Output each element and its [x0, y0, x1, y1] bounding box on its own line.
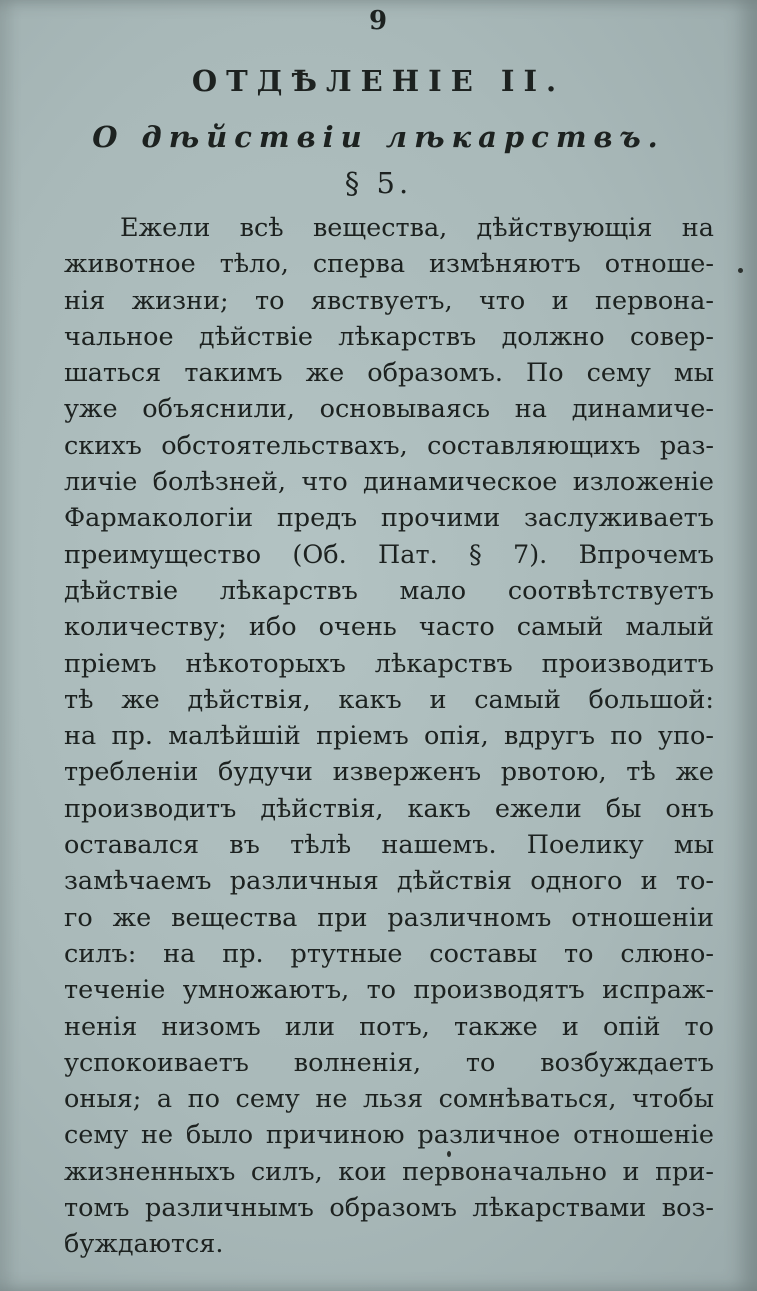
text-line: личіе болѣзней, что динамическое изложеніе	[64, 467, 714, 498]
body-text	[64, 210, 714, 1263]
text-line: количеству; ибо очень часто самый малый	[64, 612, 714, 643]
text-line: преимущество (Об. Пат. § 7). Впрочемъ	[64, 539, 714, 570]
paper-speck	[738, 268, 743, 273]
text-line: чальное дѣйствіе лѣкарствъ должно совер-	[64, 321, 714, 352]
text-line: дѣйствіе лѣкарствъ мало соотвѣтствуетъ	[64, 575, 714, 606]
page-number: 9	[368, 6, 389, 36]
text-line: оныя; а по сему не льзя сомнѣваться, чтобы	[64, 1084, 714, 1115]
text-line: на пр. малѣйшій пріемъ опія, вдругъ по упо-	[64, 721, 714, 752]
text-line: нія жизни; то явствуетъ, что и первона-	[64, 285, 714, 316]
section-heading: ОТДѢЛЕНІЕ II.	[191, 64, 566, 98]
text-line: тѣ же дѣйствія, какъ и самый большой:	[64, 684, 714, 715]
text-line: ненія низомъ или потъ, также и опій то	[64, 1011, 714, 1042]
text-line: оставался въ тѣлѣ нашемъ. Поелику мы	[64, 830, 714, 861]
text-line: требленіи будучи изверженъ рвотою, тѣ же	[64, 757, 714, 788]
text-line: Ежели всѣ вещества, дѣйствующія на	[120, 213, 714, 243]
text-line: го же вещества при различномъ отношеніи	[64, 902, 714, 933]
paper-speck	[447, 1151, 451, 1157]
text-line: производитъ дѣйствія, какъ ежели бы онъ	[64, 793, 714, 824]
section-subtitle: О дѣйствіи лѣкарствъ.	[92, 120, 665, 154]
text-line: замѣчаемъ различныя дѣйствія одного и то-	[64, 866, 714, 897]
text-line: сему не было причиною различное отношеніе	[64, 1120, 714, 1151]
text-line-last: буждаются.	[64, 1229, 224, 1260]
text-line: Фармакологіи предъ прочими заслуживаетъ	[64, 503, 714, 534]
text-line: томъ различнымъ образомъ лѣкарствами воз-	[64, 1193, 714, 1224]
paragraph-number: § 5.	[344, 166, 413, 200]
text-line: силъ: на пр. ртутные составы то слюно-	[64, 938, 714, 969]
text-line: успокоиваетъ волненія, то возбуждаетъ	[64, 1047, 714, 1078]
text-line: жизненныхъ силъ, кои первоначально и при-	[64, 1156, 714, 1187]
text-line: пріемъ нѣкоторыхъ лѣкарствъ производитъ	[64, 648, 714, 679]
text-line: животное тѣло, сперва измѣняютъ отноше-	[64, 249, 714, 280]
text-line: теченіе умножаютъ, то производятъ испраж-	[64, 975, 714, 1006]
text-line: шаться такимъ же образомъ. По сему мы	[64, 358, 714, 389]
text-line: уже объяснили, основываясь на динамиче-	[64, 394, 714, 425]
text-line: скихъ обстоятельствахъ, составляющихъ раз-	[64, 430, 714, 461]
